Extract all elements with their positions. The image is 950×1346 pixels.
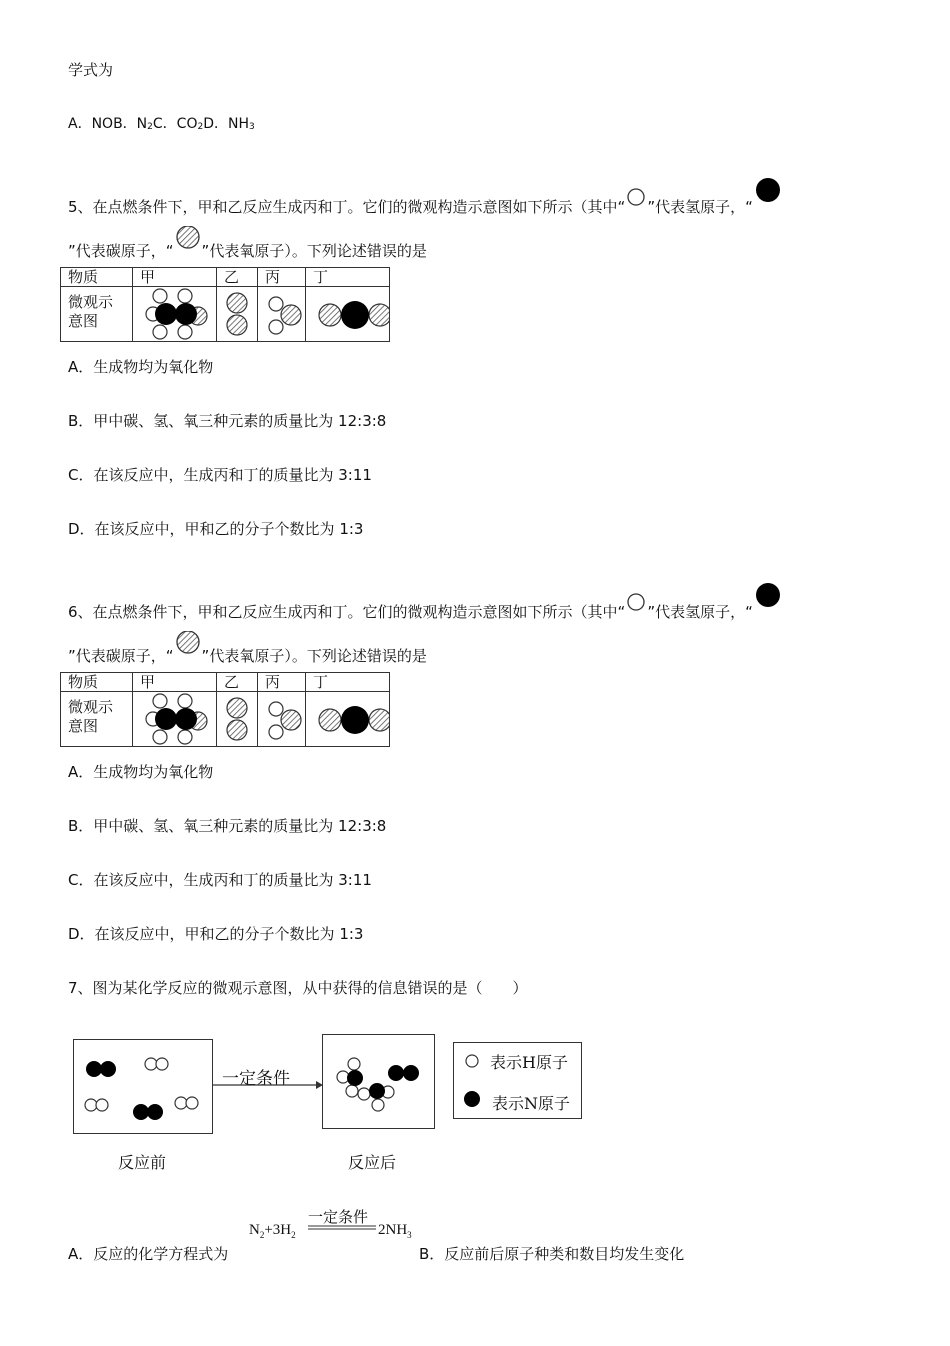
oxygen-molecule-icon — [217, 287, 257, 341]
table-header-substance: 物质 — [61, 268, 133, 287]
eq-sub: 2 — [259, 1230, 265, 1240]
row-header-line1: 微观示 — [68, 698, 114, 716]
carbon-atom-icon — [753, 583, 783, 613]
q5-option-b: B．甲中碳、氢、氧三种元素的质量比为 12:3:8 — [68, 412, 387, 430]
eq-h: +3H — [264, 1222, 292, 1238]
ethanol-molecule-icon — [133, 692, 216, 746]
q6-molecule-table — [60, 672, 390, 747]
equation-product — [378, 1222, 412, 1240]
molecule-ding — [306, 692, 390, 747]
eq-sub: 2 — [291, 1230, 296, 1240]
q4-option-d-text: D．NH — [203, 116, 249, 132]
molecule-yi — [217, 692, 258, 747]
row-header-line2: 意图 — [68, 717, 99, 735]
table-header-yi: 乙 — [217, 268, 258, 287]
q6-stem-line2 — [68, 631, 427, 666]
q7-option-a: A．反应的化学方程式为 — [68, 1245, 229, 1263]
legend-n-label: 表示N原子 — [492, 1094, 571, 1113]
equation-condition: 一定条件 — [308, 1210, 369, 1226]
hydrogen-atom-icon — [625, 188, 647, 210]
reactant-molecules — [74, 1040, 212, 1133]
water-molecule-icon — [258, 287, 305, 341]
continued-question-text: 学式为 — [68, 61, 114, 79]
after-caption: 反应后 — [348, 1153, 397, 1172]
row-header-line1: 微观示 — [68, 293, 114, 311]
eq-sub: 3 — [407, 1230, 412, 1240]
molecule-jia — [133, 692, 217, 747]
q4-option-a-text: NOB．N — [91, 116, 148, 132]
q6-option-b: B．甲中碳、氢、氧三种元素的质量比为 12:3:8 — [68, 817, 387, 835]
table-header-jia: 甲 — [133, 268, 217, 287]
table-row-header — [61, 692, 133, 747]
q4-options — [68, 114, 255, 137]
molecule-ding — [306, 287, 390, 342]
oxygen-atom-icon — [174, 631, 202, 659]
molecule-yi — [217, 287, 258, 342]
q7-option-b: B．反应前后原子种类和数目均发生变化 — [419, 1245, 685, 1263]
table-row-header — [61, 287, 133, 342]
nitrogen-legend-icon — [463, 1090, 481, 1108]
q5-stem-line2 — [68, 226, 427, 261]
carbon-dioxide-molecule-icon — [306, 692, 389, 746]
ethanol-molecule-icon — [133, 287, 216, 341]
table-header-jia: 甲 — [133, 673, 217, 692]
q4-sub: 3 — [248, 122, 255, 132]
reaction-arrow-icon — [212, 1078, 324, 1092]
q5-molecule-table — [60, 267, 390, 342]
legend-box — [453, 1042, 582, 1119]
q5-option-c: C．在该反应中，生成丙和丁的质量比为 3:11 — [68, 466, 372, 484]
q6-option-d: D．在该反应中，甲和乙的分子个数比为 1:3 — [68, 925, 364, 943]
table-header-bing: 丙 — [258, 268, 306, 287]
molecule-bing — [258, 287, 306, 342]
q5-stem-part2: ”代表氢原子，“ — [647, 198, 753, 216]
oxygen-atom-icon — [174, 226, 202, 254]
legend-h-label: 表示H原子 — [490, 1053, 568, 1072]
equation-equals-icon — [308, 1225, 376, 1231]
q6-stem-part4: ”代表氧原子）。下列论述错误的是 — [201, 647, 427, 665]
q6-option-c: C．在该反应中，生成丙和丁的质量比为 3:11 — [68, 871, 372, 889]
q6-stem-line1 — [68, 583, 783, 622]
product-molecules — [323, 1035, 434, 1128]
q6-stem-part2: ”代表氢原子，“ — [647, 603, 753, 621]
row-header-line2: 意图 — [68, 312, 99, 330]
q6-stem-part3: ”代表碳原子，“ — [68, 647, 174, 665]
q4-option-a-label: A． — [68, 116, 92, 132]
reaction-after-box — [322, 1034, 435, 1129]
table-header-bing: 丙 — [258, 673, 306, 692]
carbon-atom-icon — [753, 178, 783, 208]
q4-option-c-text: C．CO — [152, 116, 198, 132]
q4-sub: 2 — [197, 122, 204, 132]
reaction-before-box — [73, 1039, 213, 1134]
molecule-jia — [133, 287, 217, 342]
oxygen-molecule-icon — [217, 692, 257, 746]
eq-nh: 2NH — [378, 1222, 408, 1238]
q5-stem-line1 — [68, 178, 783, 217]
carbon-dioxide-molecule-icon — [306, 287, 389, 341]
q5-option-d: D．在该反应中，甲和乙的分子个数比为 1:3 — [68, 520, 364, 538]
q5-stem-part3: ”代表碳原子，“ — [68, 242, 174, 260]
q4-sub: 2 — [147, 122, 153, 132]
q7-stem: 7、图为某化学反应的微观示意图，从中获得的信息错误的是（ ） — [68, 979, 528, 997]
chemical-equation — [249, 1222, 296, 1240]
before-caption: 反应前 — [118, 1153, 167, 1172]
molecule-bing — [258, 692, 306, 747]
table-header-ding: 丁 — [306, 673, 390, 692]
hydrogen-legend-icon — [464, 1053, 480, 1069]
q6-stem-part1: 6、在点燃条件下，甲和乙反应生成丙和丁。它们的微观构造示意图如下所示（其中“ — [68, 603, 626, 621]
q5-stem-part1: 5、在点燃条件下，甲和乙反应生成丙和丁。它们的微观构造示意图如下所示（其中“ — [68, 198, 626, 216]
q5-option-a: A．生成物均为氧化物 — [68, 358, 214, 376]
q6-option-a: A．生成物均为氧化物 — [68, 763, 214, 781]
q5-stem-part4: ”代表氧原子）。下列论述错误的是 — [201, 242, 427, 260]
table-header-ding: 丁 — [306, 268, 390, 287]
eq-n: N — [249, 1222, 260, 1238]
hydrogen-atom-icon — [625, 593, 647, 615]
water-molecule-icon — [258, 692, 305, 746]
reaction-condition-label: 一定条件 — [222, 1069, 290, 1089]
table-header-substance: 物质 — [61, 673, 133, 692]
table-header-yi: 乙 — [217, 673, 258, 692]
